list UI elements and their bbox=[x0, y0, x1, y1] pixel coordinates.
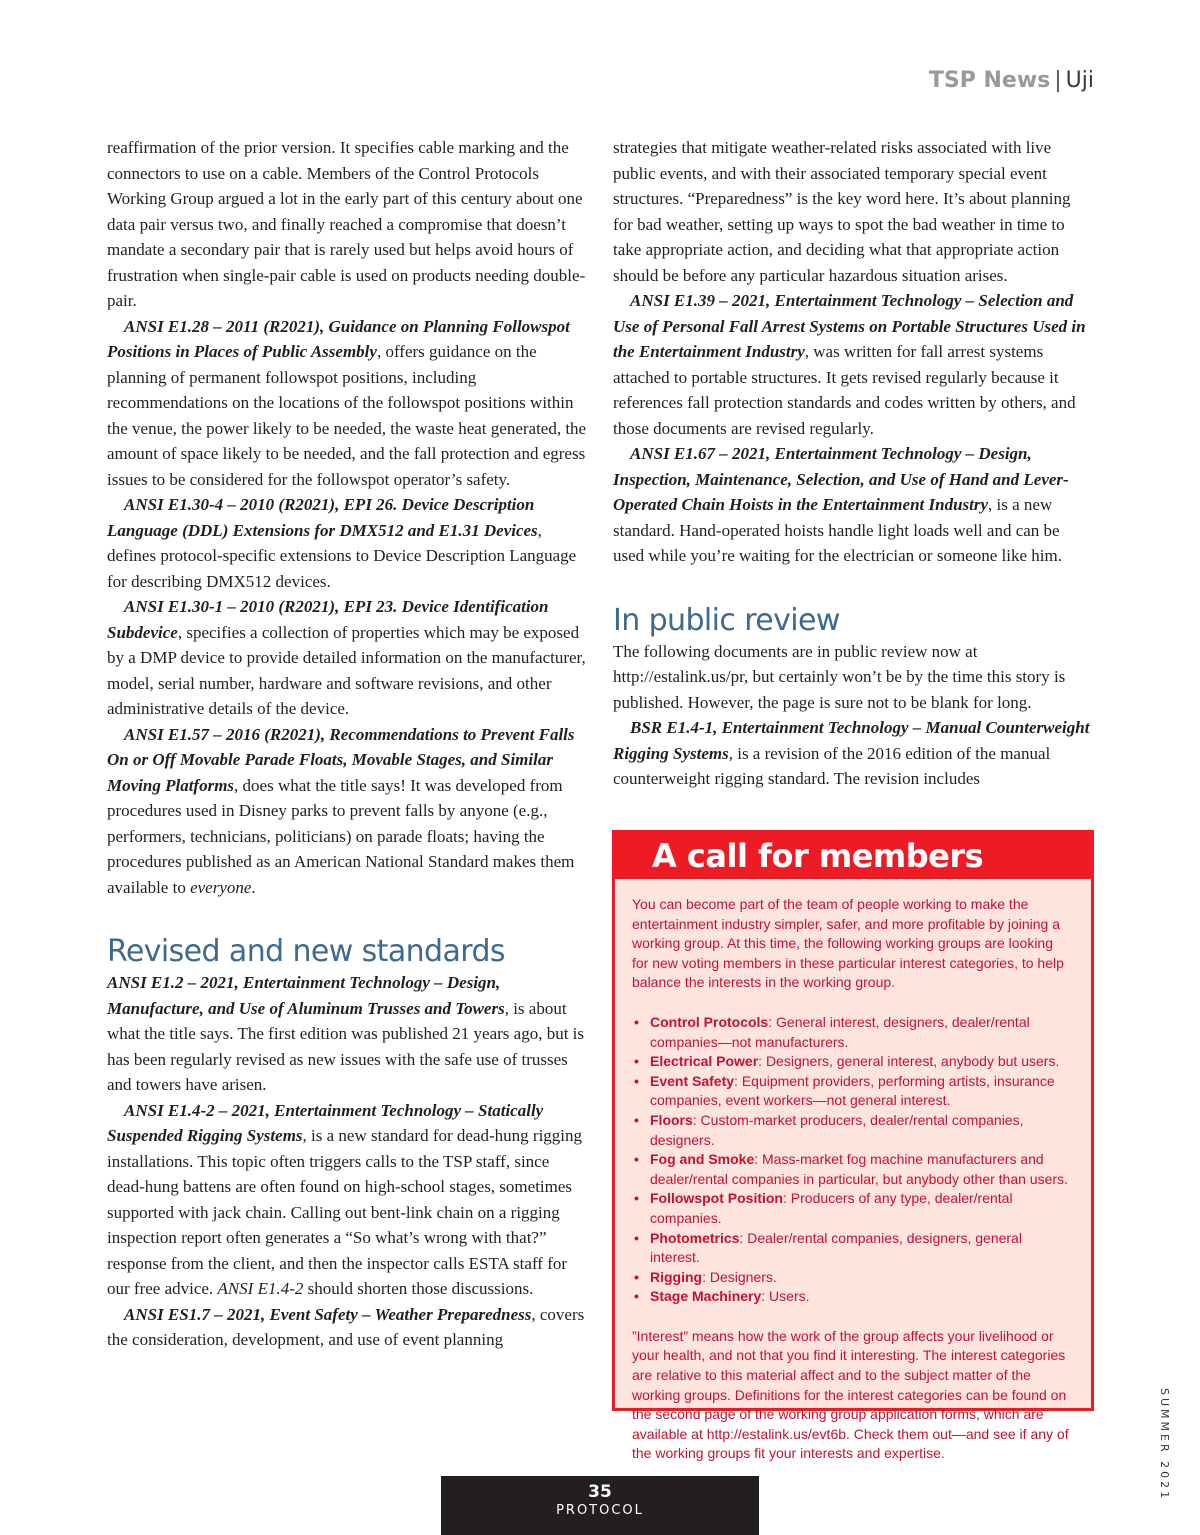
standard-description: , does what the title says! It was developed from procedures used in Disney parks to prevent falls by anyone (e.g., performers, technicians, politicians) on parade floats; having the procedures published as an American National Standard makes them available to bbox=[107, 775, 575, 897]
standard-description: , offers guidance on the planning of permanent followspot positions, including recommendations on the locations of the followspot positions within the venue, the power likely to be needed, the waste heat generated, the amount of space likely to be needed, and the fall protection and egress issues to be considered for the followspot operator’s safety. bbox=[107, 342, 587, 489]
group-name: Rigging bbox=[650, 1268, 703, 1285]
working-group-item bbox=[650, 1287, 1073, 1307]
group-name: Followspot Position bbox=[650, 1190, 783, 1207]
working-group-item bbox=[650, 1111, 1073, 1150]
sentence-end: should shorten those discussions. bbox=[303, 1279, 534, 1298]
standard-title: ANSI E1.4-2 – 2021, Entertainment Technology – Statically Suspended Rigging Systems bbox=[107, 1100, 544, 1145]
paragraph: The following documents are in public review now at http://estalink.us/pr, but certainly won’t be by the time this story is published. However, the page is sure not to be blank for long. bbox=[613, 641, 1066, 712]
group-name: Photometrics bbox=[650, 1229, 740, 1246]
group-interests: : Designers. bbox=[702, 1268, 777, 1285]
header-separator: | bbox=[1054, 68, 1062, 93]
paragraph bbox=[613, 288, 1091, 441]
group-name: Floors bbox=[650, 1111, 693, 1128]
group-name: Control Protocols bbox=[650, 1013, 769, 1030]
paragraph: reaffirmation of the prior version. It specifies cable marking and the connectors to use on a cable. Members of the Control Protocols Working Group argued a lot in the early part of this century about one data pair versus two, and finally reached a compromise that doesn’t mandate a secondary pair that is rarely used but helps avoid hours of frustration when single-pair cable is used on products needing double-pair. bbox=[107, 138, 586, 310]
group-interests: : Designers, general interest, anybody but users. bbox=[758, 1053, 1060, 1070]
issue-label: SUMMER 2021 bbox=[1158, 1388, 1171, 1502]
header-brand: TSP News bbox=[928, 68, 1051, 93]
group-interests: : Mass-market fog machine manufacturers and dealer/rental companies in particular, but anybody other than users. bbox=[650, 1151, 1068, 1187]
group-name: Electrical Power bbox=[650, 1053, 759, 1070]
running-header bbox=[929, 68, 1094, 93]
working-group-item bbox=[650, 1150, 1073, 1189]
standard-description: , is about what the title says. The first edition was published 21 years ago, but is has been regularly revised as new issues with the safe use of trusses and towers have arisen. bbox=[107, 998, 585, 1094]
call-for-members-sidebar bbox=[612, 830, 1094, 1462]
paragraph: strategies that mitigate weather-related risks associated with live public events, and with their associated temporary special event structures. “Preparedness” is the key word here. It’s about planning for bad weather, setting up ways to spot the bad weather in time to take appropriate action, and deciding what that appropriate action should be before any particular hazardous situation arises. bbox=[613, 138, 1071, 285]
standard-title: ANSI E1.30-1 – 2010 (R2021), EPI 23. Device Identification Subdevice bbox=[107, 597, 549, 642]
working-group-item bbox=[650, 1189, 1073, 1228]
paragraph bbox=[107, 314, 590, 493]
standard-title: ANSI E1.28 – 2011 (R2021), Guidance on Planning Followspot Positions in Places of Public Assembly bbox=[107, 316, 570, 361]
group-name: Fog and Smoke bbox=[650, 1151, 755, 1168]
sidebar-body bbox=[615, 879, 1091, 1464]
paragraph bbox=[613, 441, 1091, 569]
right-column bbox=[613, 135, 1091, 792]
standard-title: ANSI E1.2 – 2021, Entertainment Technology – Design, Manufacture, and Use of Aluminum Trusses and Towers bbox=[107, 973, 505, 1018]
section-heading-public-review: In public review bbox=[613, 602, 840, 638]
standard-description: , was written for fall arrest systems attached to portable structures. It gets revised regularly because it references fall protection standards and codes written by others, and those documents are revised regularly. bbox=[613, 342, 1076, 438]
group-name: Event Safety bbox=[650, 1072, 735, 1089]
section-heading-revised: Revised and new standards bbox=[107, 934, 505, 969]
standard-title: BSR E1.4-1, Entertainment Technology – Manual Counterweight Rigging Systems bbox=[613, 718, 1090, 763]
header-author: Uji bbox=[1065, 68, 1094, 93]
working-group-item bbox=[650, 1013, 1073, 1052]
working-group-item bbox=[650, 1229, 1073, 1268]
emphasis-text: ANSI E1.4-2 bbox=[217, 1279, 304, 1298]
sidebar-title: A call for members bbox=[615, 833, 1091, 879]
standard-description: , is a new standard. Hand-operated hoists handle light loads well and can be used while you’re waiting for the electrician or someone like him. bbox=[613, 495, 1062, 565]
paragraph bbox=[107, 1302, 590, 1353]
standard-title: ANSI E1.57 – 2016 (R2021), Recommendations to Prevent Falls On or Off Movable Parade Floats, Movable Stages, and Similar Moving Platforms bbox=[107, 724, 575, 795]
group-interests: : Producers of any type, dealer/rental companies. bbox=[650, 1190, 1013, 1226]
group-interests: : Dealer/rental companies, designers, general interest. bbox=[650, 1229, 1022, 1266]
group-interests: : Custom-market producers, dealer/rental companies, designers. bbox=[650, 1111, 1024, 1148]
standard-title: ANSI E1.30-4 – 2010 (R2021), EPI 26. Device Description Language (DDL) Extensions for DMX512 and E1.31 Devices bbox=[107, 495, 538, 540]
sidebar-intro: You can become part of the team of people working to make the entertainment industry simpler, safer, and more profitable by joining a working group. At this time, the following working groups are looking for new voting members in these particular interest categories, to help balance the interests in the working group. bbox=[632, 896, 1064, 991]
emphasis-text: everyone bbox=[190, 877, 252, 897]
paragraph bbox=[107, 1098, 590, 1302]
group-interests: : General interest, designers, dealer/rental companies—not manufacturers. bbox=[650, 1013, 1030, 1050]
paragraph bbox=[107, 594, 590, 722]
standard-description: , is a new standard for dead-hung rigging installations. This topic often triggers calls to the TSP staff, since dead-hung battens are often found on high-school stages, sometimes supported with jack chain. Calling out bent-link chain on a rigging inspection report often generates a “So what’s wrong with that?” response from the client, and then the inspector calls ESTA staff for our free advice. bbox=[107, 1126, 583, 1298]
standard-description: , covers the consideration, development, and use of event planning bbox=[107, 1304, 585, 1349]
standard-description: , defines protocol-specific extensions to Device Description Language for describing DMX512 devices. bbox=[107, 520, 577, 591]
standard-title: ANSI E1.39 – 2021, Entertainment Technology – Selection and Use of Personal Fall Arrest Systems on Portable Structures Used in the Entertainment Industry bbox=[613, 291, 1086, 361]
group-interests: : Equipment providers, performing artists, insurance companies, event workers—not general interest. bbox=[650, 1072, 1055, 1109]
paragraph bbox=[107, 492, 590, 594]
standard-title: ANSI ES1.7 – 2021, Event Safety – Weather Preparedness bbox=[124, 1304, 532, 1324]
paragraph bbox=[107, 722, 590, 901]
standard-description: , specifies a collection of properties which may be exposed by a DMP device to provide detailed information on the manufacturer, model, serial number, hardware and software revisions, and other administrative details of the device. bbox=[107, 622, 586, 718]
group-interests: : Users. bbox=[761, 1288, 810, 1305]
left-column bbox=[107, 135, 590, 1353]
page-footer bbox=[441, 1476, 759, 1535]
publication-name: PROTOCOL bbox=[556, 1503, 644, 1518]
working-group-list bbox=[632, 1013, 1073, 1307]
working-group-item bbox=[650, 1072, 1073, 1111]
sidebar-outro: ”Interest” means how the work of the group affects your livelihood or your health, and not that you find it interesting. The interest categories are relative to this material affect and to the subject matter of the working groups. Definitions for the interest categories can be found on the second page of the working group application forms, which are available at http://estalink.us/evt6b. Check them out—and see if any of the working groups fit your interests and expertise. bbox=[632, 1327, 1069, 1462]
page-number: 35 bbox=[588, 1482, 612, 1502]
working-group-item bbox=[650, 1052, 1073, 1072]
paragraph bbox=[613, 715, 1091, 792]
working-group-item bbox=[650, 1268, 1073, 1288]
standard-title: ANSI E1.67 – 2021, Entertainment Technology – Design, Inspection, Maintenance, Selection, and Use of Hand and Lever-Operated Chain Hoists in the Entertainment Industry bbox=[613, 444, 1069, 514]
paragraph bbox=[107, 970, 590, 1098]
sentence-end: . bbox=[251, 877, 256, 897]
group-name: Stage Machinery bbox=[650, 1288, 762, 1305]
standard-description: , is a revision of the 2016 edition of the manual counterweight rigging standard. The revision includes bbox=[613, 743, 1051, 788]
